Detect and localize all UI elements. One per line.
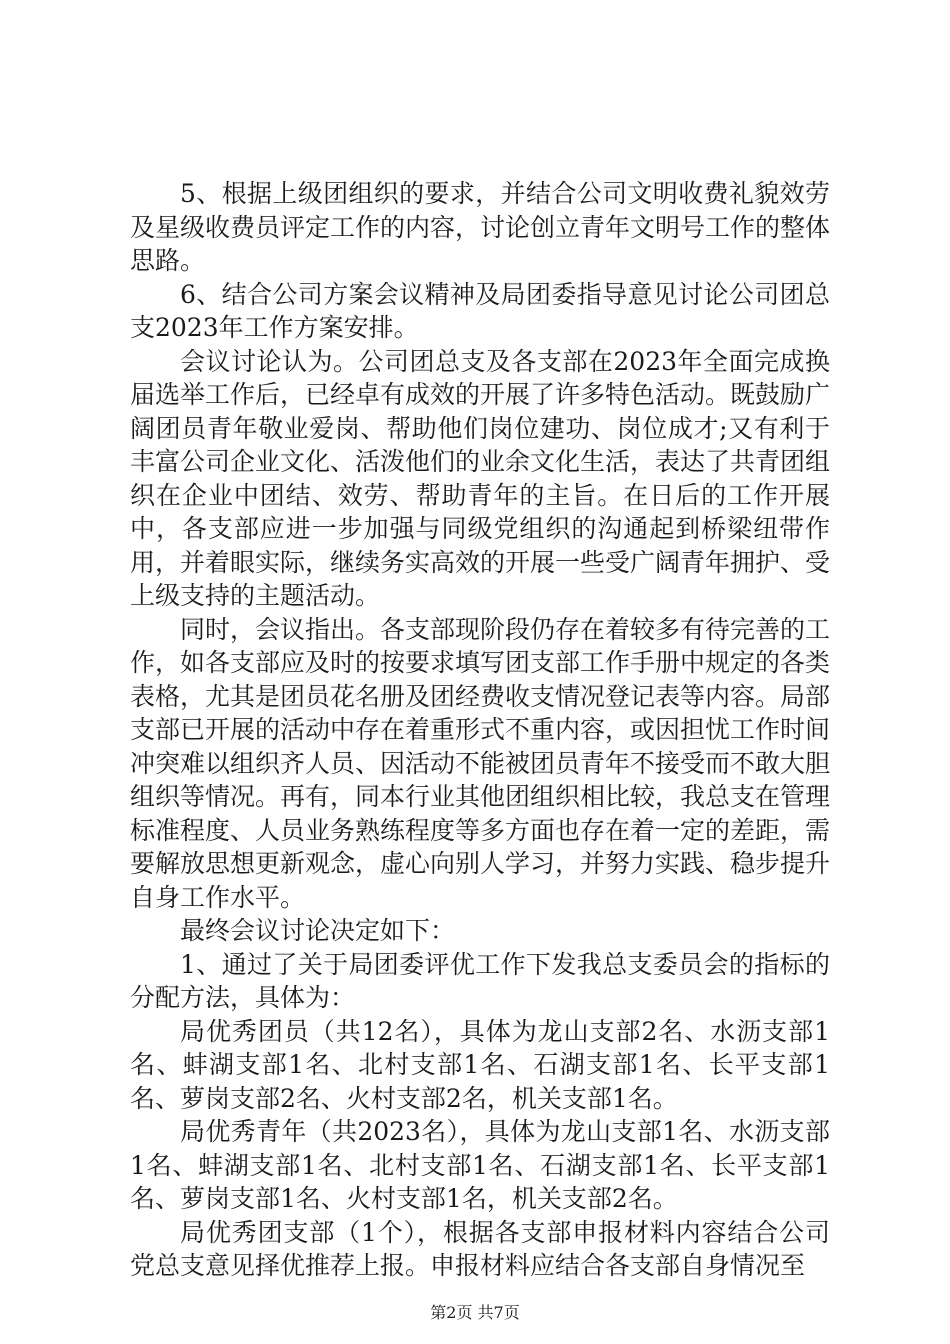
paragraph: 局优秀团员（共12名），具体为龙山支部2名、水沥支部1名、蚌湖支部1名、北村支部1名、石湖支部1名、长平支部1名、萝岗支部2名、火村支部2名，机关支部1名。 [130, 1016, 830, 1113]
paragraph: 会议讨论认为。公司团总支及各支部在2023年全面完成换届选举工作后，已经卓有成效的开展了许多特色活动。既鼓励广阔团员青年敬业爱岗、帮助他们岗位建功、岗位成才;又有利于丰富公司企业文化、活泼他们的业余文化生活，表达了共青团组织在企业中团结、效劳、帮助青年的主旨。在日后的工作开展中，各支部应进一步加强与同级党组织的沟通起到桥梁纽带作用，并着眼实际，继续务实高效的开展一些受广阔青年拥护、受上级支持的主题活动。 [130, 346, 831, 610]
paragraph: 同时，会议指出。各支部现阶段仍存在着较多有待完善的工作，如各支部应及时的按要求填写团支部工作手册中规定的各类表格，尤其是团员花名册及团经费收支情况登记表等内容。局部支部已开展的活动中存在着重形式不重内容，或因担忧工作时间冲突难以组织齐人员、因活动不能被团员青年不接受而不敢大胆组织等情况。再有，同本行业其他团组织相比较，我总支在管理标准程度、人员业务熟练程度等多方面也存在着一定的差距，需要解放思想更新观念，虚心向别人学习，并努力实践、稳步提升自身工作水平。 [130, 614, 831, 912]
paragraph: 6、结合公司方案会议精神及局团委指导意见讨论公司团总支2023年工作方案安排。 [130, 279, 830, 342]
paragraph: 5、根据上级团组织的要求，并结合公司文明收费礼貌效劳及星级收费员评定工作的内容，讨论创立青年文明号工作的整体思路。 [130, 179, 831, 275]
page-footer: 第2页 共7页 [430, 1303, 520, 1322]
document-body [130, 177, 830, 1283]
paragraph: 1、通过了关于局团委评优工作下发我总支委员会的指标的分配方法，具体为： [130, 949, 830, 1012]
paragraph: 局优秀团支部（1个），根据各支部申报材料内容结合公司党总支意见择优推荐上报。申报材料应结合各支部自身情况至 [130, 1217, 830, 1280]
paragraph: 最终会议讨论决定如下： [180, 916, 456, 945]
paragraph: 局优秀青年（共2023名），具体为龙山支部1名、水沥支部1名、蚌湖支部1名、北村支部1名、石湖支部1名、长平支部1名、萝岗支部1名、火村支部1名，机关支部2名。 [130, 1117, 830, 1213]
